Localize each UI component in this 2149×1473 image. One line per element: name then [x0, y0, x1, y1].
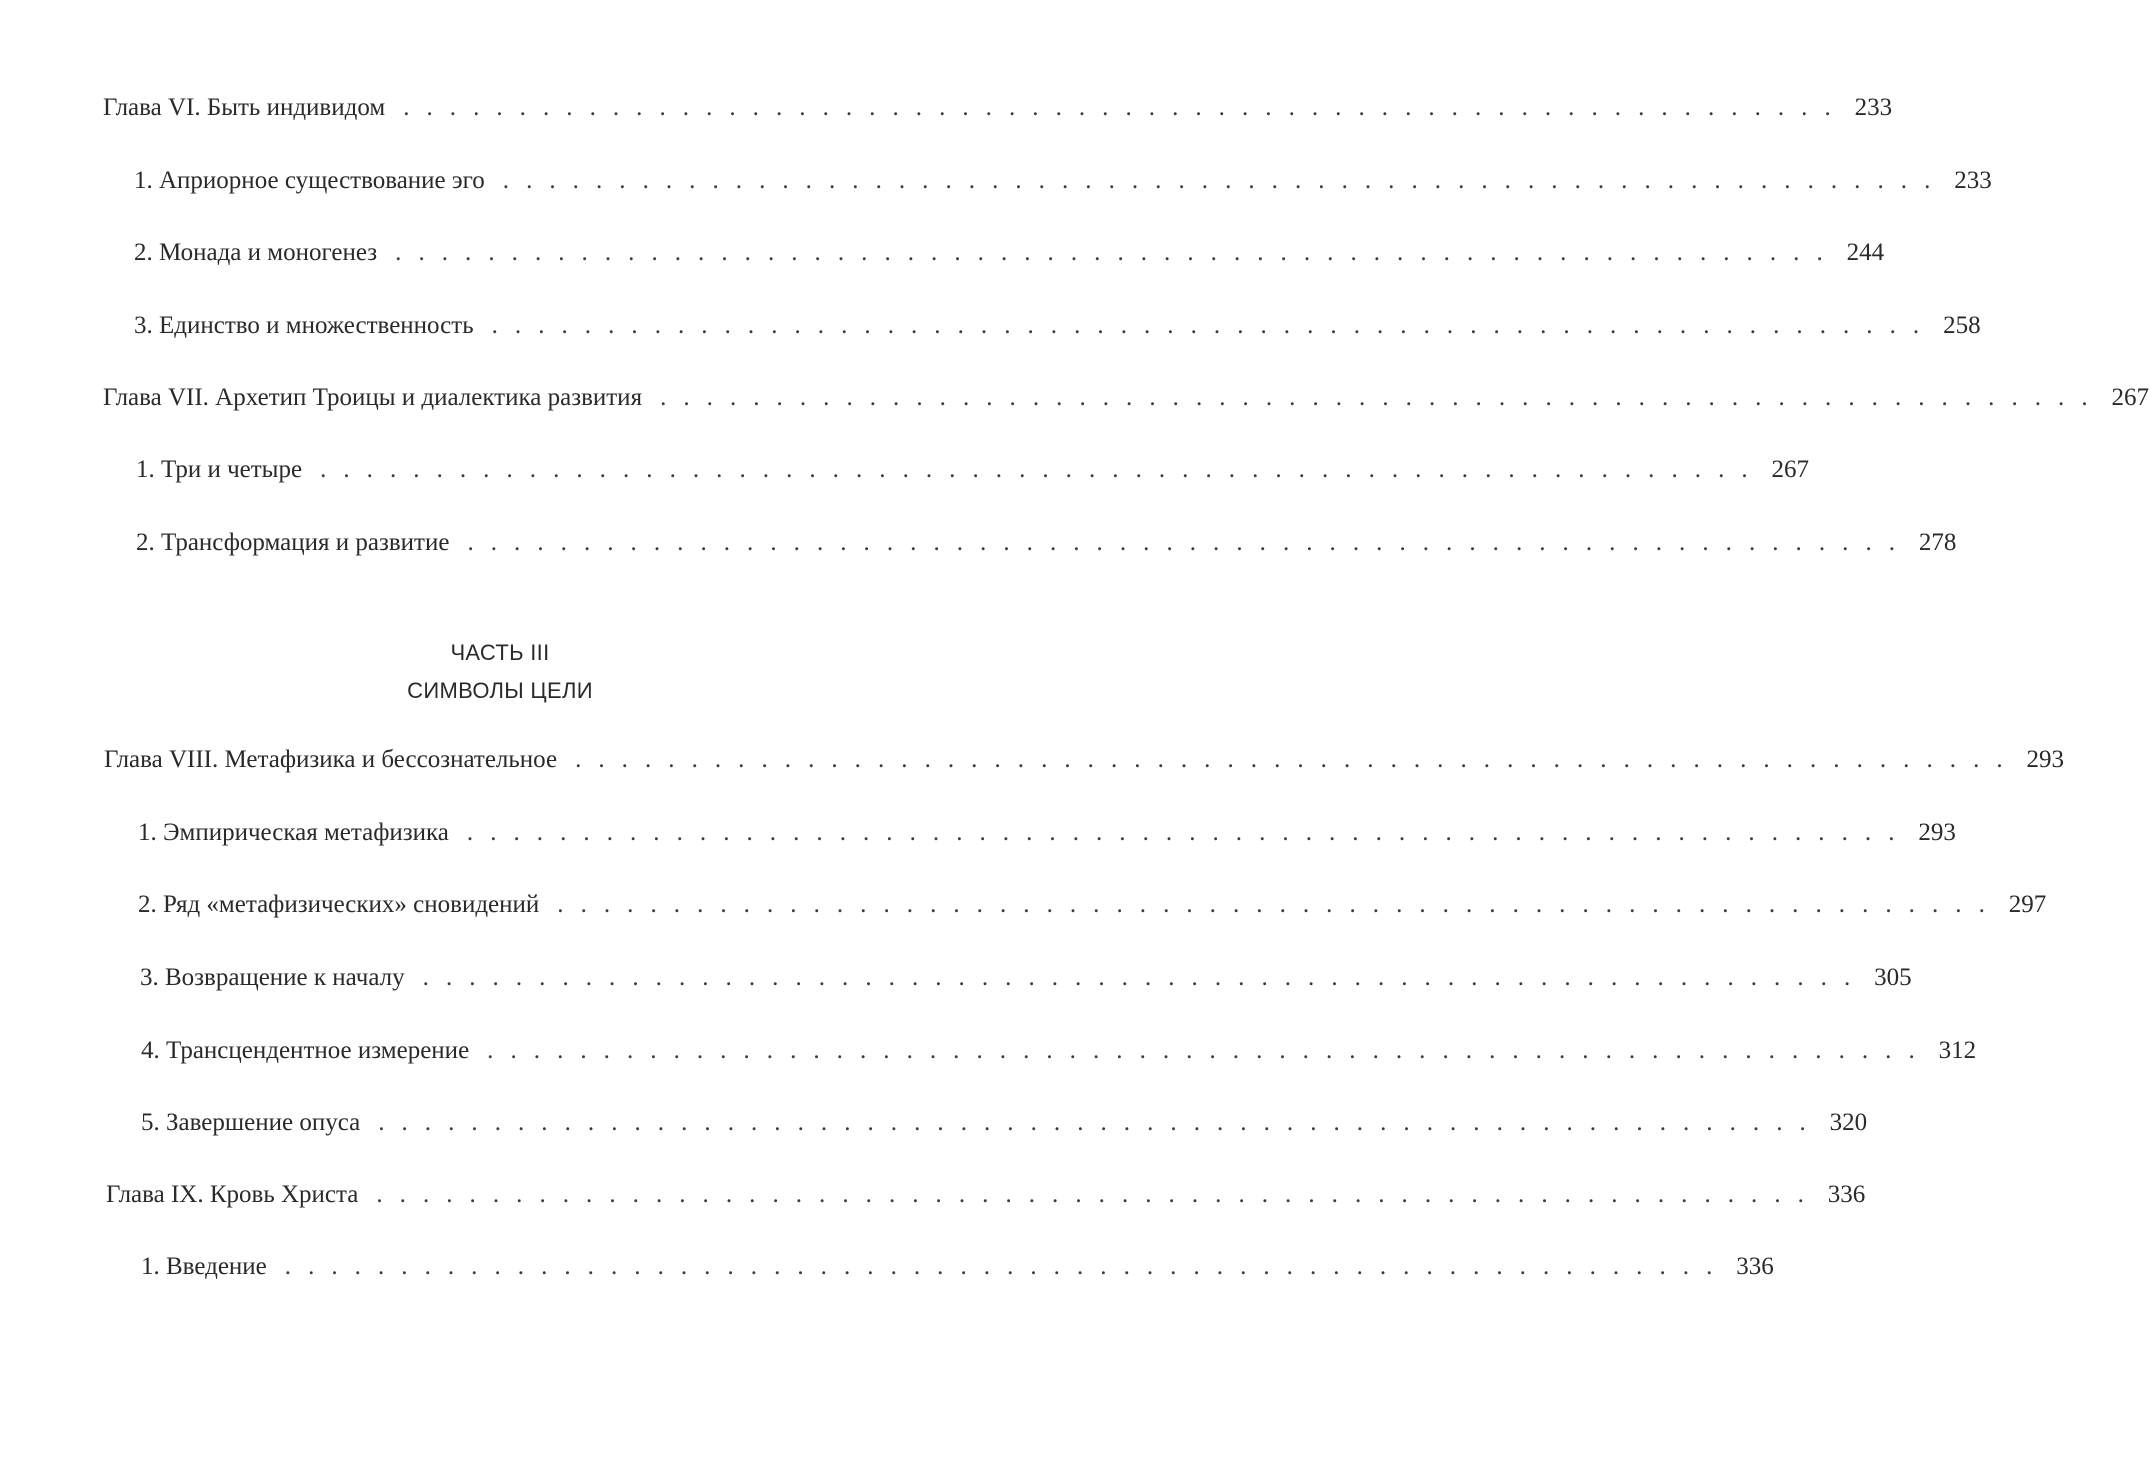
toc-section-row [134, 311, 1981, 341]
dot-leader: . . . . . . . . . . . . . . . . . . . . . . . . . . . . . . . . . . . . . . . . . . . . . . . . . . . . . . . . . . . . . . [284, 1253, 1718, 1280]
toc-chapter-row [103, 93, 1893, 123]
dot-leader: . . . . . . . . . . . . . . . . . . . . . . . . . . . . . . . . . . . . . . . . . . . . . . . . . . . . . . . . . . . . . . [491, 312, 1925, 339]
toc-section-row [141, 1036, 1977, 1066]
toc-page-number: 320 [1829, 1109, 1868, 1136]
toc-entry-label: 1. Введение [141, 1253, 267, 1280]
toc-page-number: 267 [1771, 456, 1810, 483]
toc-chapter-row [104, 745, 2065, 775]
toc-page-number: 297 [2008, 891, 2047, 918]
toc-entry-label: Глава VIII. Метафизика и бессознательное [104, 746, 558, 773]
toc-entry-label: 3. Единство и множественность [134, 312, 474, 339]
toc-page-number: 336 [1736, 1253, 1774, 1280]
toc-page-number: 336 [1827, 1181, 1866, 1208]
toc-page-number: 267 [2111, 384, 2149, 411]
dot-leader: . . . . . . . . . . . . . . . . . . . . . . . . . . . . . . . . . . . . . . . . . . . . . . . . . . . . . . . . . . . . . . [575, 746, 2009, 773]
dot-leader: . . . . . . . . . . . . . . . . . . . . . . . . . . . . . . . . . . . . . . . . . . . . . . . . . . . . . . . . . . . . . . [376, 1181, 1810, 1208]
toc-section-row [136, 455, 1810, 485]
toc-section-row [141, 1108, 1868, 1138]
dot-leader: . . . . . . . . . . . . . . . . . . . . . . . . . . . . . . . . . . . . . . . . . . . . . . . . . . . . . . . . . . . . . . [378, 1109, 1812, 1136]
toc-section-row [138, 818, 1956, 848]
dot-leader: . . . . . . . . . . . . . . . . . . . . . . . . . . . . . . . . . . . . . . . . . . . . . . . . . . . . . . . . . . . . . . [502, 167, 1936, 194]
toc-entry-label: 1. Три и четыре [136, 456, 303, 483]
toc-page-number: 233 [1854, 94, 1893, 121]
dot-leader: . . . . . . . . . . . . . . . . . . . . . . . . . . . . . . . . . . . . . . . . . . . . . . . . . . . . . . . . . . . . . . [660, 384, 2094, 411]
toc-section-row [140, 963, 1912, 993]
part-number: ЧАСТЬ III [450, 640, 550, 665]
toc-entry-label: Глава VII. Архетип Троицы и диалектика развития [103, 384, 643, 411]
toc-page-number: 258 [1943, 312, 1981, 339]
toc-section-row [136, 528, 1957, 558]
toc-entry-label: 4. Трансцендентное измерение [141, 1037, 470, 1064]
toc-section-row [141, 1252, 1774, 1282]
toc-page-number: 244 [1846, 239, 1885, 266]
dot-leader: . . . . . . . . . . . . . . . . . . . . . . . . . . . . . . . . . . . . . . . . . . . . . . . . . . . . . . . . . . . . . . [466, 819, 1900, 846]
dot-leader: . . . . . . . . . . . . . . . . . . . . . . . . . . . . . . . . . . . . . . . . . . . . . . . . . . . . . . . . . . . . . . [467, 529, 1901, 556]
toc-entry-label: 2. Трансформация и развитие [136, 529, 450, 556]
dot-leader: . . . . . . . . . . . . . . . . . . . . . . . . . . . . . . . . . . . . . . . . . . . . . . . . . . . . . . . . . . . . . . [395, 239, 1829, 266]
toc-page-number: 278 [1918, 529, 1957, 556]
toc-entry-label: 5. Завершение опуса [141, 1109, 361, 1136]
toc-page-number: 312 [1938, 1037, 1977, 1064]
toc-entry-label: 2. Монада и моногенез [134, 239, 378, 266]
toc-chapter-row [103, 383, 2149, 413]
toc-section-row [138, 890, 2047, 920]
toc-entry-label: Глава VI. Быть индивидом [103, 94, 386, 121]
toc-chapter-row [106, 1180, 1866, 1210]
toc-entry-label: Глава IX. Кровь Христа [106, 1181, 359, 1208]
toc-entry-label: 3. Возвращение к началу [140, 964, 405, 991]
part-title: СИМВОЛЫ ЦЕЛИ [407, 678, 593, 703]
toc-page-number: 293 [2026, 746, 2065, 773]
toc-entry-label: 1. Априорное существование эго [134, 167, 485, 194]
toc-page-number: 305 [1874, 964, 1912, 991]
toc-page-number: 293 [1918, 819, 1956, 846]
toc-entry-label: 2. Ряд «метафизических» сновидений [138, 891, 540, 918]
dot-leader: . . . . . . . . . . . . . . . . . . . . . . . . . . . . . . . . . . . . . . . . . . . . . . . . . . . . . . . . . . . . . . [422, 964, 1856, 991]
toc-page-number: 233 [1954, 167, 1992, 194]
toc-entry-label: 1. Эмпирическая метафизика [138, 819, 449, 846]
dot-leader: . . . . . . . . . . . . . . . . . . . . . . . . . . . . . . . . . . . . . . . . . . . . . . . . . . . . . . . . . . . . . . [557, 891, 1991, 918]
toc-section-row [134, 238, 1885, 268]
dot-leader: . . . . . . . . . . . . . . . . . . . . . . . . . . . . . . . . . . . . . . . . . . . . . . . . . . . . . . . . . . . . . . [403, 94, 1837, 121]
dot-leader: . . . . . . . . . . . . . . . . . . . . . . . . . . . . . . . . . . . . . . . . . . . . . . . . . . . . . . . . . . . . . . [320, 456, 1754, 483]
toc-section-row [134, 166, 1992, 196]
dot-leader: . . . . . . . . . . . . . . . . . . . . . . . . . . . . . . . . . . . . . . . . . . . . . . . . . . . . . . . . . . . . . . [487, 1037, 1921, 1064]
